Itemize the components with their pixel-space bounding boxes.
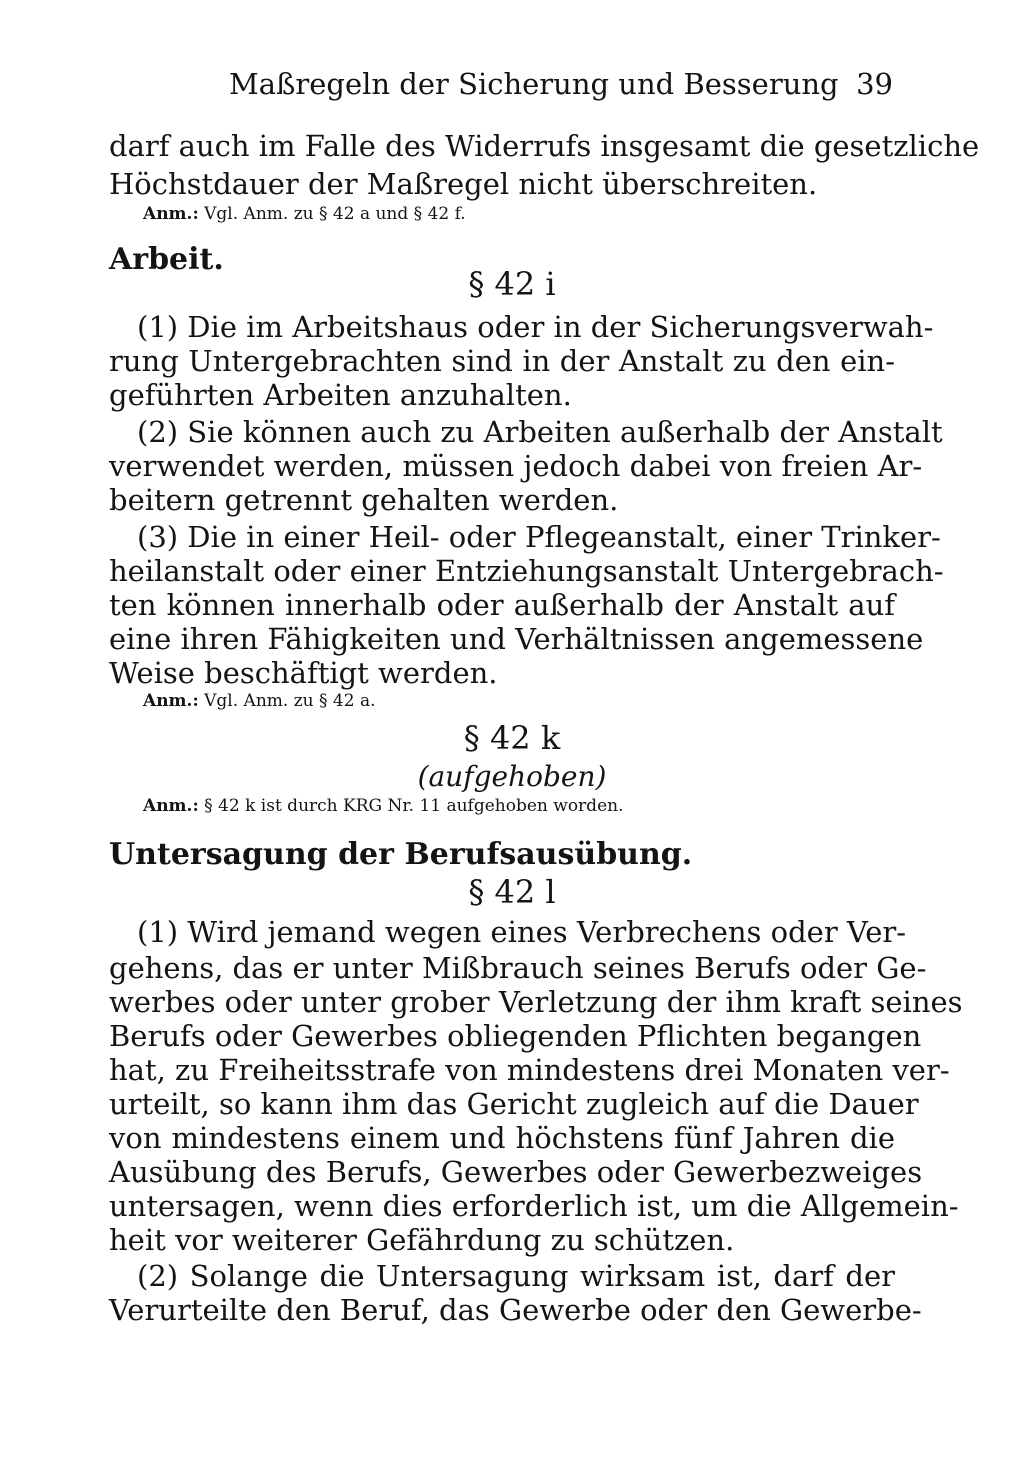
running-title: Maßregeln der Sicherung und Besserung [229, 67, 839, 101]
text-line: gehens, das er unter Mißbrauch seines Berufs oder Ge- [109, 951, 927, 985]
section-heading: Untersagung der Berufsausübung. [109, 837, 693, 872]
text-line: Höchstdauer der Maßregel nicht überschreiten. [109, 167, 818, 201]
text-line: (2) Sie können auch zu Arbeiten außerhalb der Anstalt [137, 415, 943, 449]
section-heading: Arbeit. [109, 242, 224, 277]
text-line: hat, zu Freiheitsstrafe von mindestens drei Monaten ver- [109, 1053, 950, 1087]
text-line: werbes oder unter grober Verletzung der ihm kraft seines [109, 985, 963, 1019]
text-line: geführten Arbeiten anzuhalten. [109, 378, 572, 412]
text-line: Weise beschäftigt werden. [109, 656, 498, 690]
annotation [143, 206, 466, 223]
text-line: Ausübung des Berufs, Gewerbes oder Gewerbezweiges [109, 1155, 923, 1189]
annotation-text: Vgl. Anm. zu § 42 a und § 42 f. [204, 204, 466, 224]
text-line: Verurteilte den Beruf, das Gewerbe oder den Gewerbe- [109, 1293, 922, 1327]
text-line: urteilt, so kann ihm das Gericht zugleich auf die Dauer [109, 1087, 919, 1121]
text-line: (1) Wird jemand wegen eines Verbrechens oder Ver- [137, 915, 907, 949]
paragraph-number: § 42 i [468, 265, 556, 303]
text-line: beitern getrennt gehalten werden. [109, 483, 619, 517]
running-header [229, 67, 893, 101]
annotation-label: Anm.: [143, 204, 199, 224]
text-line: eine ihren Fähigkeiten und Verhältnissen angemessene [109, 622, 924, 656]
text-line: untersagen, wenn dies erforderlich ist, um die Allgemein- [109, 1189, 959, 1223]
paragraph-number: § 42 l [468, 873, 556, 911]
annotation [143, 798, 623, 815]
annotation-label: Anm.: [143, 691, 199, 711]
page-number: 39 [856, 67, 893, 101]
annotation [143, 693, 376, 710]
text-line: verwendet werden, müssen jedoch dabei von freien Ar- [109, 449, 923, 483]
text-line: darf auch im Falle des Widerrufs insgesamt die gesetzliche [109, 129, 980, 163]
text-line: rung Untergebrachten sind in der Anstalt zu den ein- [109, 344, 895, 378]
text-line: Berufs oder Gewerbes obliegenden Pflichten begangen [109, 1019, 922, 1053]
text-line: (2) Solange die Untersagung wirksam ist, darf der [137, 1259, 895, 1293]
repealed-status: (aufgehoben) [417, 760, 607, 793]
text-line: (3) Die in einer Heil- oder Pflegeanstalt, einer Trinker- [137, 520, 941, 554]
paragraph-number: § 42 k [463, 719, 561, 757]
annotation-label: Anm.: [143, 796, 199, 816]
annotation-text: § 42 k ist durch KRG Nr. 11 aufgehoben worden. [204, 796, 624, 816]
text-line: heilanstalt oder einer Entziehungsanstalt Untergebrach- [109, 554, 944, 588]
text-line: heit vor weiterer Gefährdung zu schützen. [109, 1223, 735, 1257]
text-line: ten können innerhalb oder außerhalb der Anstalt auf [109, 588, 895, 622]
text-line: von mindestens einem und höchstens fünf Jahren die [109, 1121, 895, 1155]
annotation-text: Vgl. Anm. zu § 42 a. [204, 691, 376, 711]
text-line: (1) Die im Arbeitshaus oder in der Sicherungsverwah- [137, 310, 934, 344]
